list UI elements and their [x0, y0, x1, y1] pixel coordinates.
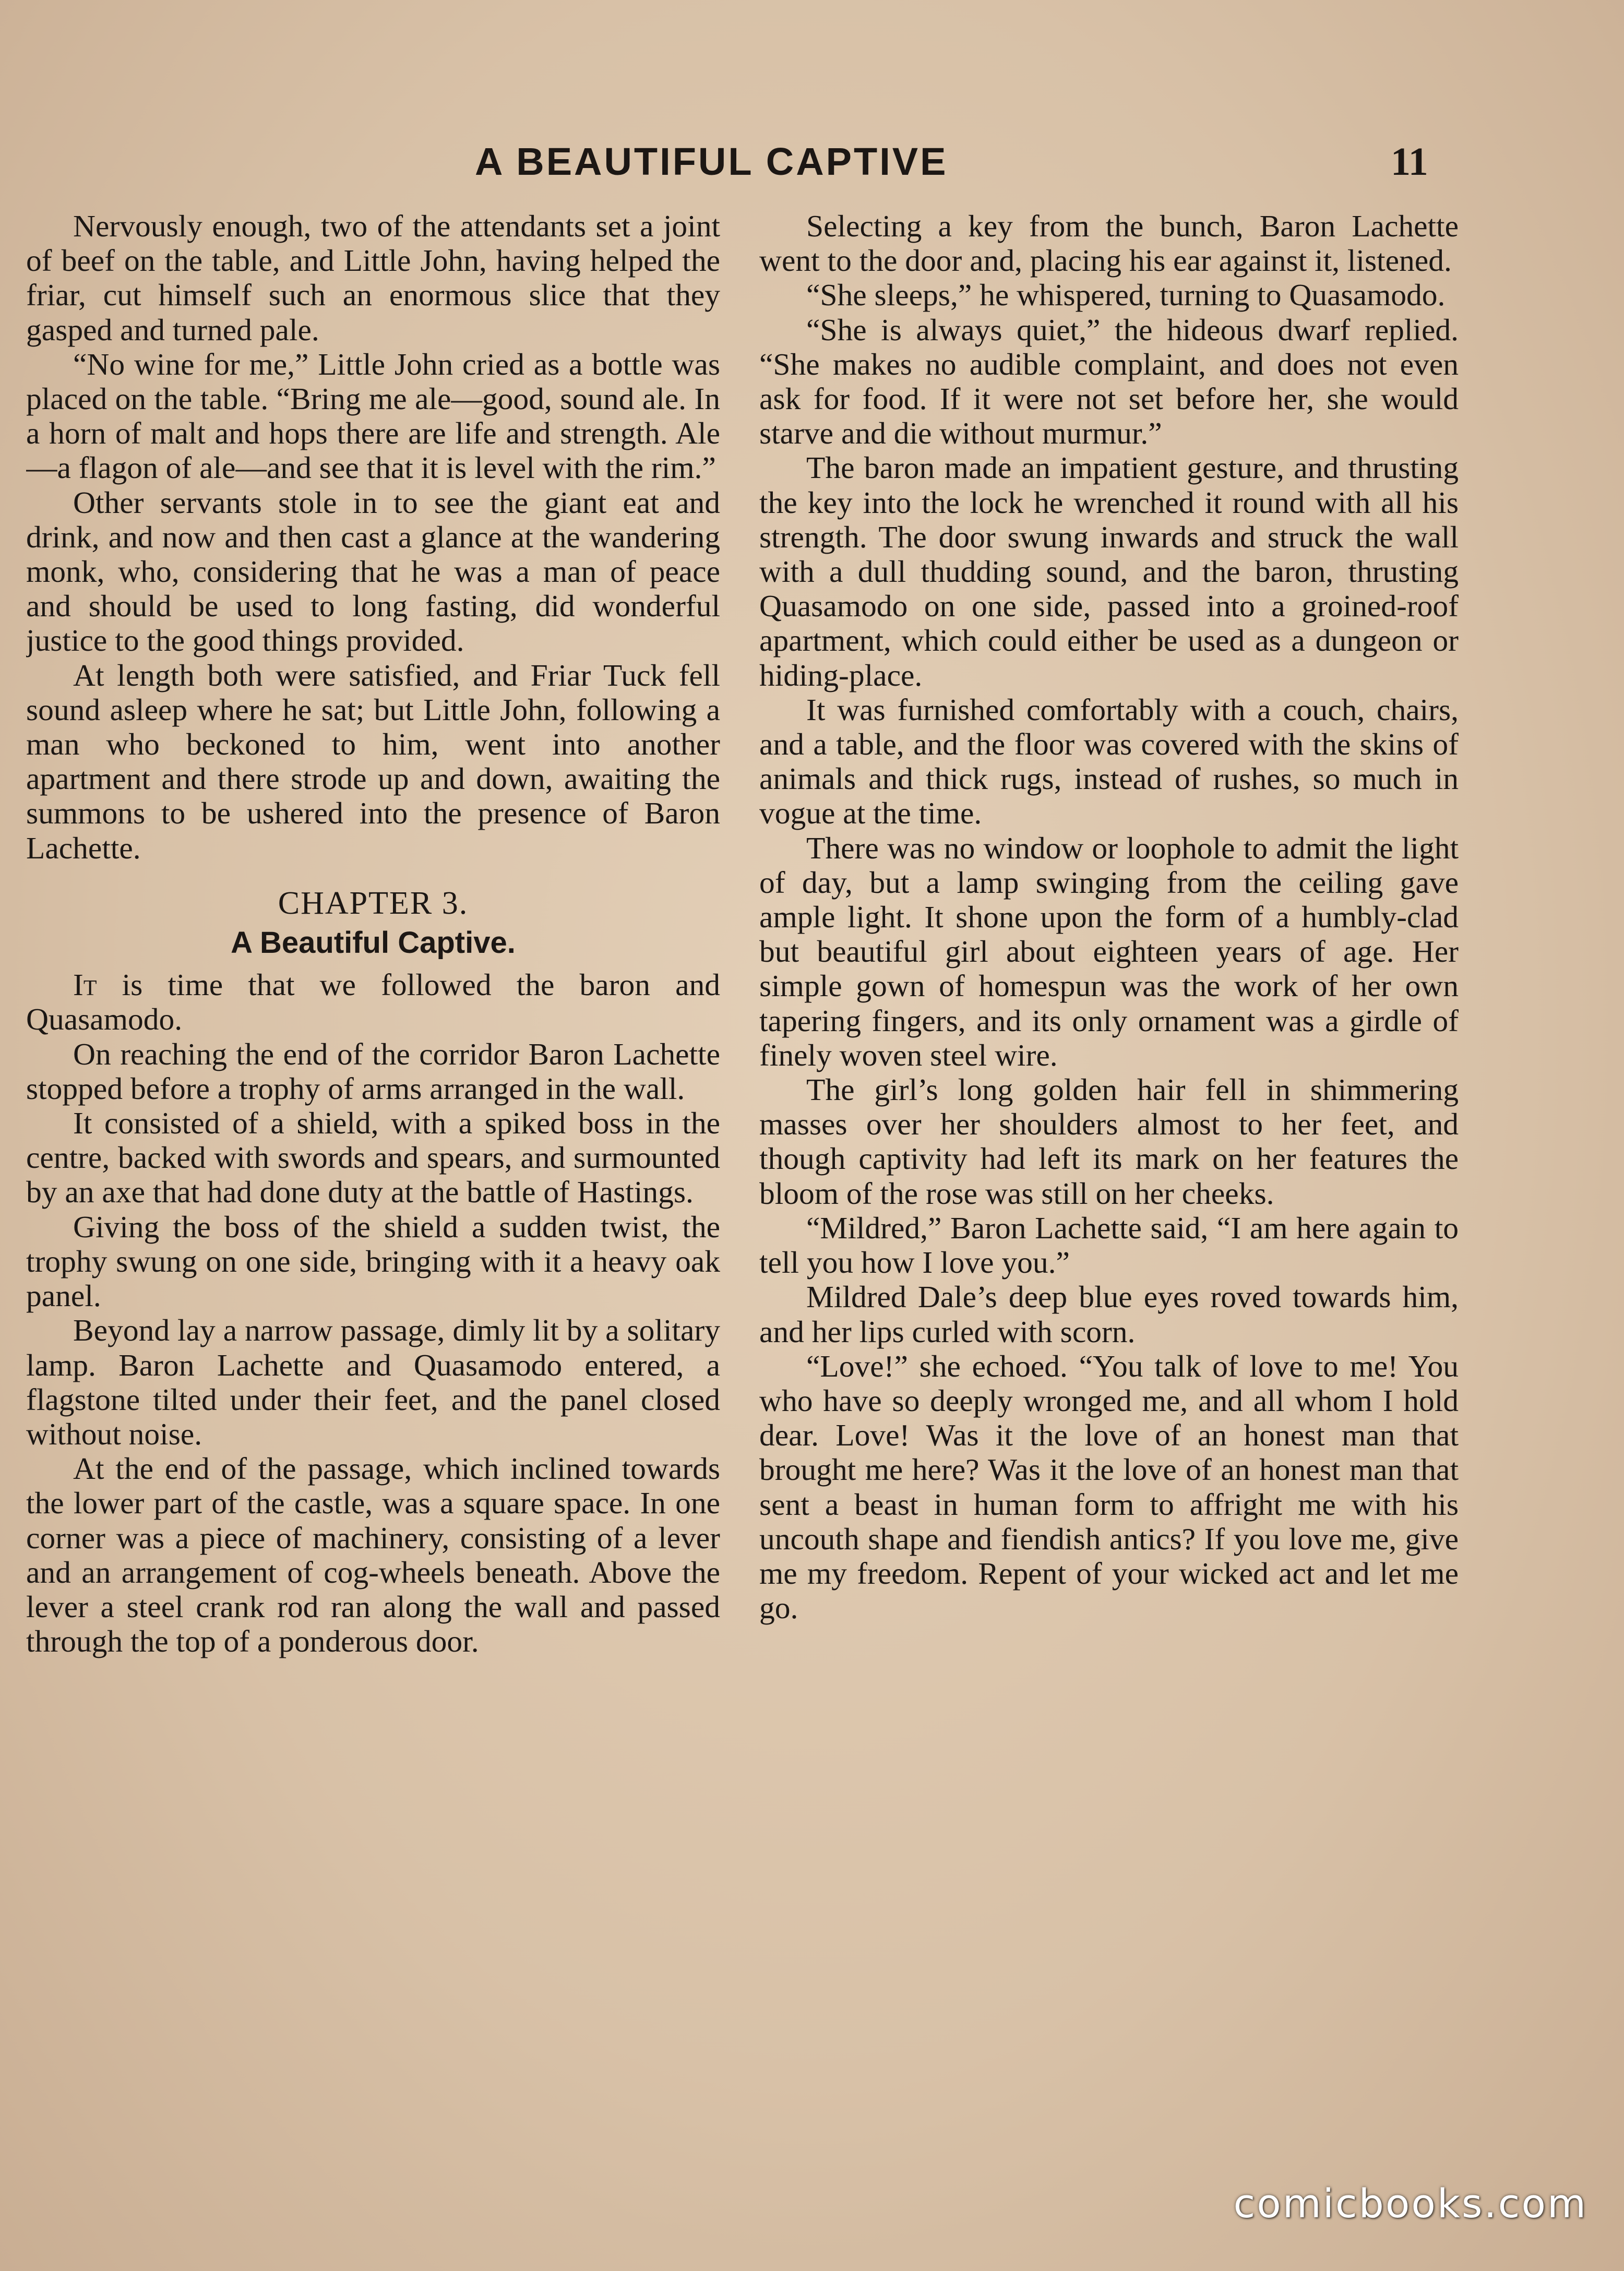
chapter-title: A Beautiful Captive. — [231, 926, 516, 960]
paragraph: “Mildred,” Baron Lachette said, “I am here again to tell you how I love you.” — [759, 1210, 1459, 1280]
paragraph: Mildred Dale’s deep blue eyes roved towards him, and her lips curled with scorn. — [759, 1280, 1459, 1349]
paragraph: The baron made an impatient gesture, and thrusting the key into the lock he wrenched it round with all his strength. The door swung inwards and struck the wall with a dull thudding sound, and the baron, thrusting Quasamodo on one side, passed into a groined-roof apartment, which could either be used as a dungeon or hiding-place. — [759, 450, 1459, 692]
paragraph: Nervously enough, two of the attendants set a joint of beef on the table, and Little John, having helped the friar, cut himself such an enormous slice that they gasped and turned pale. — [26, 209, 720, 347]
paragraph: Selecting a key from the bunch, Baron Lachette went to the door and, placing his ear against it, listened. — [759, 209, 1459, 278]
paragraph: It consisted of a shield, with a spiked boss in the centre, backed with swords and spears, and surmounted by an axe that had done duty at the battle of Hastings. — [26, 1106, 720, 1210]
drop-lead: It — [73, 967, 97, 1002]
paragraph: “She is always quiet,” the hideous dwarf replied. “She makes no audible complaint, and does not even ask for food. If it were not set before her, she would starve and die without murmur.” — [759, 312, 1459, 451]
paragraph: “She sleeps,” he whispered, turning to Quasamodo. — [806, 278, 1446, 313]
right-column — [759, 209, 1459, 2186]
paragraph — [26, 967, 720, 1036]
running-header — [0, 133, 1624, 190]
paragraph: At the end of the passage, which inclined towards the lower part of the castle, was a square space. In one corner was a piece of machinery, consisting of a lever and an arrangement of cog-wheels beneath. Above the lever a steel crank rod ran along the wall and passed through the top of a ponderous door. — [26, 1451, 720, 1659]
paragraph: “Love!” she echoed. “You talk of love to me! You who have so deeply wronged me, and all whom I hold dear. Love! Was it the love of an honest man that brought me here? Was it the love of an honest man that sent a beast in human form to affright me with his uncouth shape and fiendish antics? If you love me, give me my freedom. Repent of your wicked act and let me go. — [759, 1348, 1459, 1625]
paragraph: At length both were satisfied, and Friar Tuck fell sound asleep where he sat; but Little John, following a man who beckoned to him, went into another apartment and there strode up and down, awaiting the summons to be ushered into the presence of Baron Lachette. — [26, 658, 720, 865]
watermark: comicbooks.com — [1233, 2180, 1587, 2227]
paragraph: Other servants stole in to see the giant eat and drink, and now and then cast a glance at the wandering monk, who, considering that he was a man of peace and should be used to long fasting, did wonderful justice to the good things provided. — [26, 485, 720, 658]
chapter-number: CHAPTER 3. — [278, 885, 469, 921]
page-number: 11 — [1391, 140, 1428, 184]
paragraph: The girl’s long golden hair fell in shimmering masses over her shoulders almost to her feet, and though captivity had left its mark on her features the bloom of the rose was still on her cheeks. — [759, 1072, 1459, 1211]
running-title: A BEAUTIFUL CAPTIVE — [475, 140, 948, 183]
paragraph: On reaching the end of the corridor Baron Lachette stopped before a trophy of arms arranged in the wall. — [26, 1036, 720, 1106]
paragraph: It was furnished comfortably with a couch, chairs, and a table, and the floor was covered with the skins of animals and thick rugs, instead of rushes, so much in vogue at the time. — [759, 692, 1459, 831]
paragraph-text: is time that we followed the baron and Quasamodo. — [26, 967, 720, 1037]
left-column — [26, 209, 720, 2186]
paragraph: There was no window or loophole to admit the light of day, but a lamp swinging from the ceiling gave ample light. It shone upon the form of a humbly-clad but beautiful girl about eighteen years of age. Her simple gown of homespun was the work of her own tapering fingers, and its only ornament was a girdle of finely woven steel wire. — [759, 830, 1459, 1072]
paragraph: “No wine for me,” Little John cried as a bottle was placed on the table. “Bring me ale—good, sound ale. In a horn of malt and hops there are life and strength. Ale—a flagon of ale—and see that it is level with the rim.” — [26, 346, 720, 485]
paragraph: Beyond lay a narrow passage, dimly lit by a solitary lamp. Baron Lachette and Quasamodo entered, a flagstone tilted under their feet, and the panel closed without noise. — [26, 1313, 720, 1451]
paragraph: Giving the boss of the shield a sudden twist, the trophy swung on one side, bringing with it a heavy oak panel. — [26, 1209, 720, 1313]
